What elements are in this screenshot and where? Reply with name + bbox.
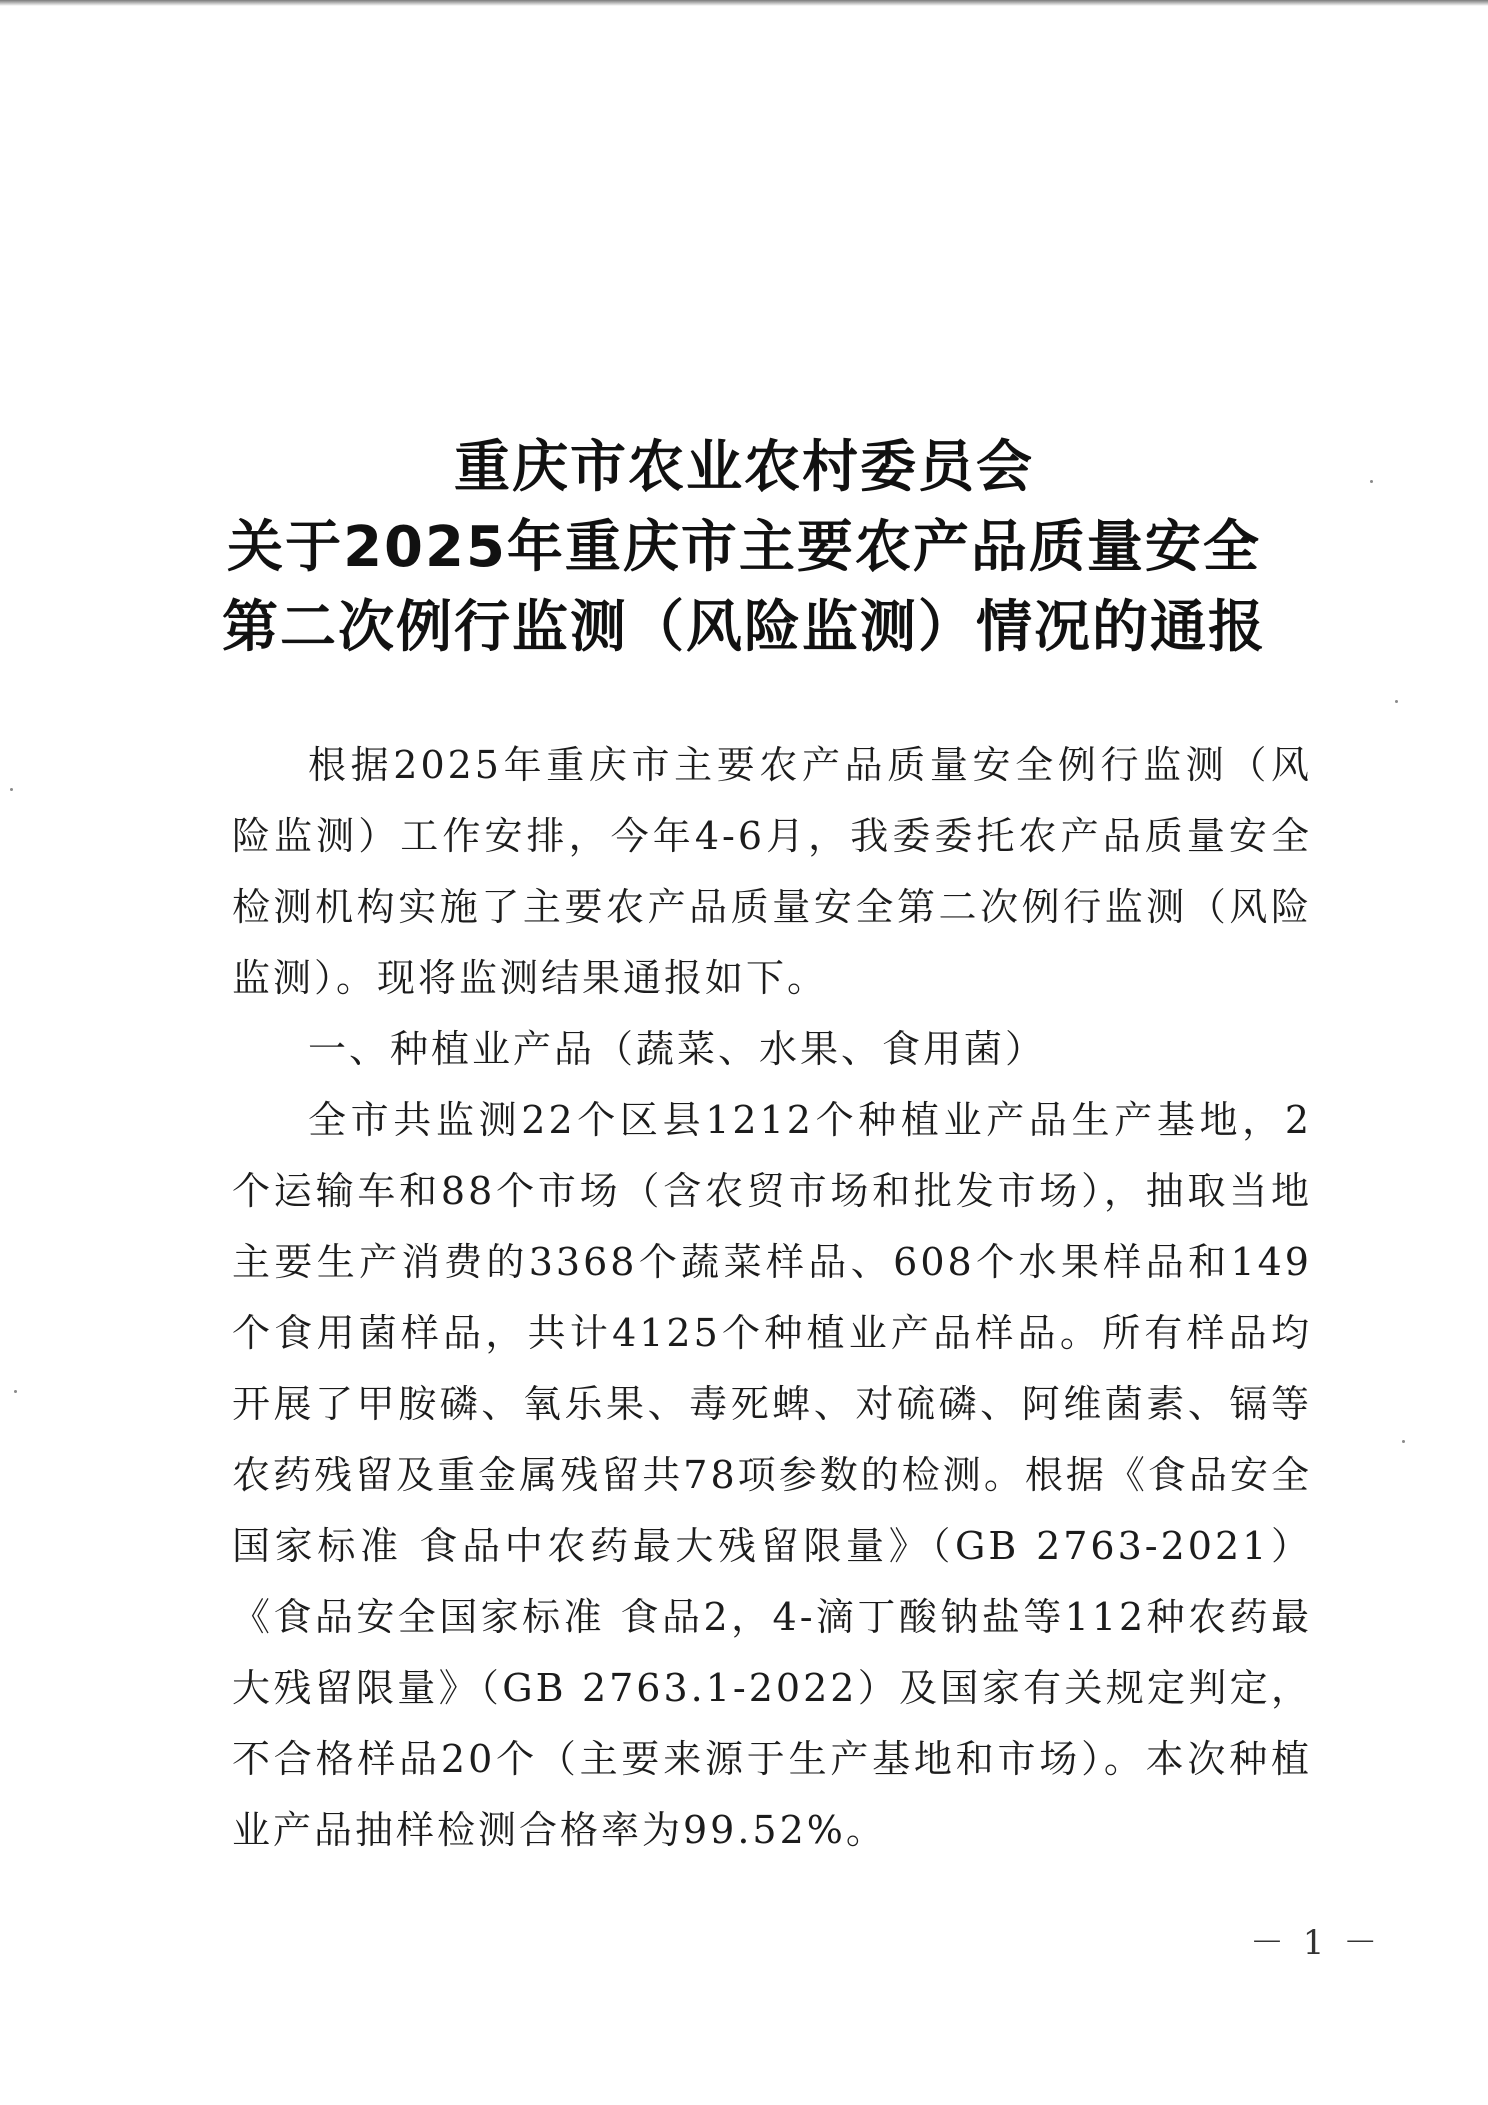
title-line-1: 重庆市农业农村委员会: [454, 435, 1034, 500]
document-title: [0, 428, 1488, 668]
scan-top-edge: [0, 0, 1488, 6]
section-paragraph: 全市共监测22个区县1212个种植业产品生产基地，2个运输车和88个市场（含农贸市场和批发市场），抽取当地主要生产消费的3368个蔬菜样品、608个水果样品和149个食用菌样品，共计4125个种植业产品样品。所有样品均开展了甲胺磷、氧乐果、毒死蜱、对硫磷、阿维菌素、镉等农药残留及重金属残留共78项参数的检测。根据《食品安全国家标准 食品中农药最大残留限量》（GB 2763-2021）《食品安全国家标准 食品2，4-滴丁酸钠盐等112种农药最大残留限量》（GB 2763.1-2022）及国家有关规定判定，不合格样品20个（主要来源于生产基地和市场）。本次种植业产品抽样检测合格率为99.52%。: [232, 1098, 1312, 1852]
document-body: [232, 730, 1312, 1866]
scan-speck: [1395, 700, 1398, 703]
section-heading: 一、种植业产品（蔬菜、水果、食用菌）: [308, 1027, 1047, 1071]
scan-speck: [14, 1390, 17, 1393]
scan-speck: [10, 788, 13, 791]
title-line-3: 第二次例行监测（风险监测）情况的通报: [222, 595, 1266, 660]
intro-paragraph: 根据2025年重庆市主要农产品质量安全例行监测（风险监测）工作安排，今年4-6月，我委委托农产品质量安全检测机构实施了主要农产品质量安全第二次例行监测（风险监测）。现将监测结果通报如下。: [232, 743, 1312, 1000]
scan-speck: [1402, 1440, 1405, 1443]
title-line-2: 关于2025年重庆市主要农产品质量安全: [227, 515, 1261, 580]
page-number: － 1 －: [1250, 1923, 1382, 1963]
scan-speck: [1370, 480, 1373, 483]
